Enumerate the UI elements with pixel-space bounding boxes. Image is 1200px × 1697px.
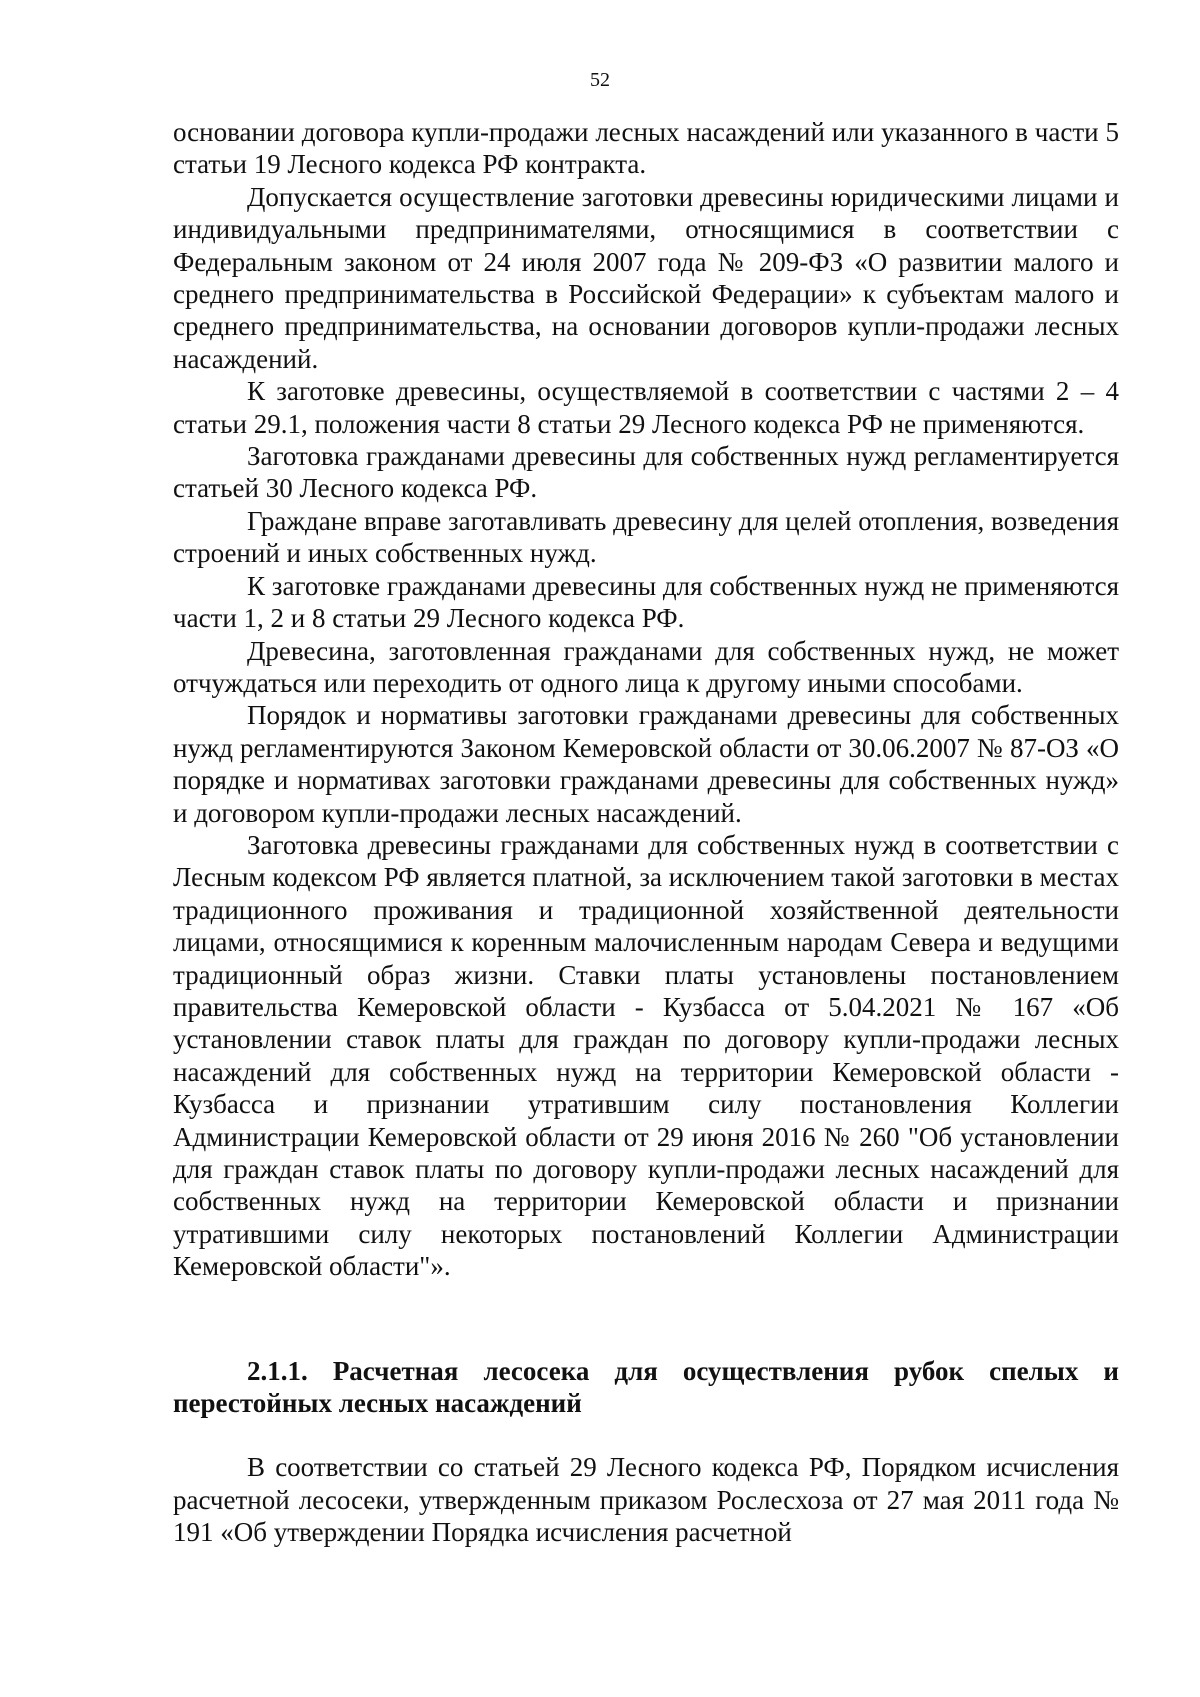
paragraph: Граждане вправе заготавливать древесину для целей отопления, возведения строений и иных собственных нужд. [173, 505, 1119, 569]
document-body [173, 116, 1119, 1549]
paragraph: Древесина, заготовленная гражданами для собственных нужд, не может отчуждаться или переходить от одного лица к другому иными способами. [173, 635, 1119, 698]
paragraph: К заготовке гражданами древесины для собственных нужд не применяются части 1, 2 и 8 статьи 29 Лесного кодекса РФ. [173, 570, 1119, 634]
page-number: 52 [590, 69, 610, 91]
section-paragraph: В соответствии со статьей 29 Лесного кодекса РФ, Порядком исчисления расчетной лесосеки, утвержденным приказом Рослесхоза от 27 мая 2011 года № 191 «Об утверждении Порядка исчисления расчетной [173, 1452, 1119, 1548]
paragraph: Допускается осуществление заготовки древесины юридическими лицами и индивидуальными предпринимателями, относящимися в соответствии с Федеральным законом от 24 июля 2007 года № 209-ФЗ «О развитии малого и среднего предпринимательства в Российской Федерации» к субъектам малого и среднего предпринимательства, на основании договоров купли-продажи лесных насаждений. [173, 181, 1119, 374]
section-heading: 2.1.1. Расчетная лесосека для осуществления рубок спелых и перестойных лесных насаждений [173, 1355, 1119, 1419]
paragraph: Заготовка древесины гражданами для собственных нужд в соответствии с Лесным кодексом РФ является платной, за исключением такой заготовки в местах традиционного проживания и традиционной хозяйственной деятельности лицами, относящимися к коренным малочисленным народам Севера и ведущими традиционный образ жизни. Ставки платы установлены постановлением правительства Кемеровской области - Кузбасса от 5.04.2021 № 167 «Об установлении ставок платы для граждан по договору купли-продажи лесных насаждений для собственных нужд на территории Кемеровской области - Кузбасса и признании утратившим силу постановления Коллегии Администрации Кемеровской области от 29 июня 2016 № 260 "Об установлении для граждан ставок платы по договору купли-продажи лесных насаждений для собственных нужд на территории Кемеровской области и признании утратившими силу некоторых постановлений Коллегии Администрации Кемеровской области"». [173, 829, 1119, 1282]
paragraph: Заготовка гражданами древесины для собственных нужд регламентируется статьей 30 Лесного кодекса РФ. [173, 441, 1119, 504]
paragraph: Порядок и нормативы заготовки гражданами древесины для собственных нужд регламентируются Законом Кемеровской области от 30.06.2007 № 87-ОЗ «О порядке и нормативах заготовки гражданами древесины для собственных нужд» и договором купли-продажи лесных насаждений. [173, 700, 1119, 828]
paragraph: К заготовке древесины, осуществляемой в соответствии с частями 2 – 4 статьи 29.1, положения части 8 статьи 29 Лесного кодекса РФ не применяются. [173, 376, 1119, 439]
paragraph-continuation: основании договора купли-продажи лесных насаждений или указанного в части 5 статьи 19 Лесного кодекса РФ контракта. [173, 117, 1119, 180]
